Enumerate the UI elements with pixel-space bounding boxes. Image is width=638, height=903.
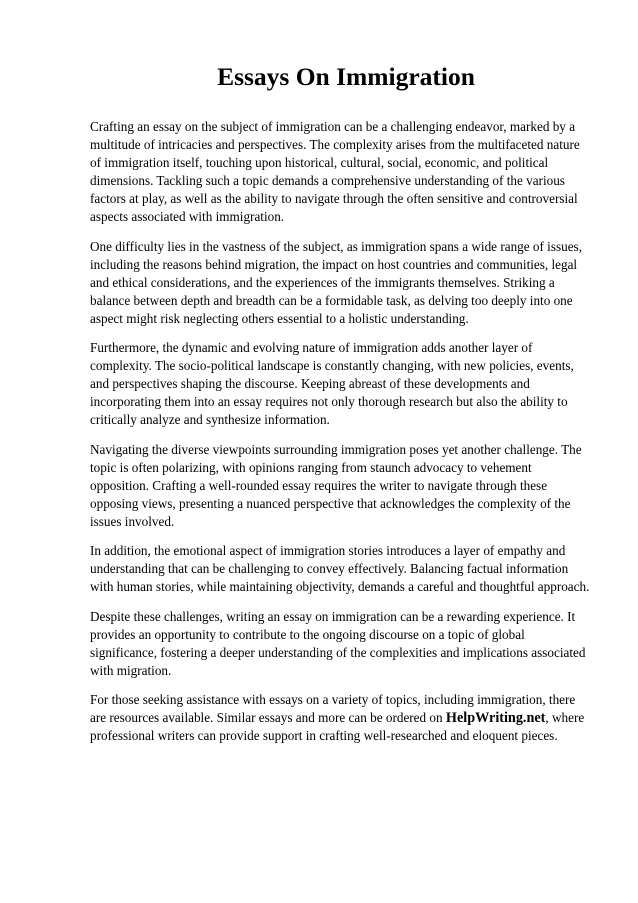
paragraph-3: Furthermore, the dynamic and evolving nature of immigration adds another layer of complexity. The socio-political landscape is constantly changing, with new policies, events, and perspectives shaping the discourse. Keeping abreast of these developments and incorporating them into an essay requires not only thorough research but also the ability to critically analyze and synthesize information. [90,340,574,427]
brand-link[interactable]: HelpWriting.net [445,710,546,726]
paragraph-closing [90,691,590,745]
paragraph-1: Crafting an essay on the subject of immigration can be a challenging endeavor, marked by a multitude of intricacies and perspectives. The complexity arises from the multifaceted nature of immigration itself, touching upon historical, cultural, social, economic, and political dimensions. Tackling such a topic demands a comprehensive understanding of the various factors at play, as well as the ability to navigate through the often sensitive and controversial aspects associated with immigration. [90,119,580,224]
closing-text-before: For those seeking assistance with essays on a variety of topics, including immigration, there are resources available. Similar essays and more can be ordered on [90,692,576,725]
closing-text-after: , where professional writers can provide support in crafting well-researched and eloquent pieces. [90,710,585,743]
paragraph-5: In addition, the emotional aspect of immigration stories introduces a layer of empathy and understanding that can be challenging to convey effectively. Balancing factual information with human stories, while maintaining objectivity, demands a careful and thoughtful approach. [90,543,590,594]
paragraph-4: Navigating the diverse viewpoints surrounding immigration poses yet another challenge. The topic is often polarizing, with opinions ranging from staunch advocacy to vehement opposition. Crafting a well-rounded essay requires the writer to navigate through these opposing views, presenting a nuanced perspective that acknowledges the complexity of the issues involved. [90,441,582,529]
paragraph-6: Despite these challenges, writing an essay on immigration can be a rewarding experience. It provides an opportunity to contribute to the ongoing discourse on a topic of global significance, fostering a deeper understanding of the complexities and implications associated with migration. [90,608,586,678]
document-title: Essays On Immigration [217,62,475,91]
paragraph-2: One difficulty lies in the vastness of the subject, as immigration spans a wide range of issues, including the reasons behind migration, the impact on host countries and communities, legal and ethical considerations, and the experiences of the immigrants themselves. Striking a balance between depth and breadth can be a formidable task, as delving too deeply into one aspect might risk neglecting others essential to a holistic understanding. [90,238,582,326]
